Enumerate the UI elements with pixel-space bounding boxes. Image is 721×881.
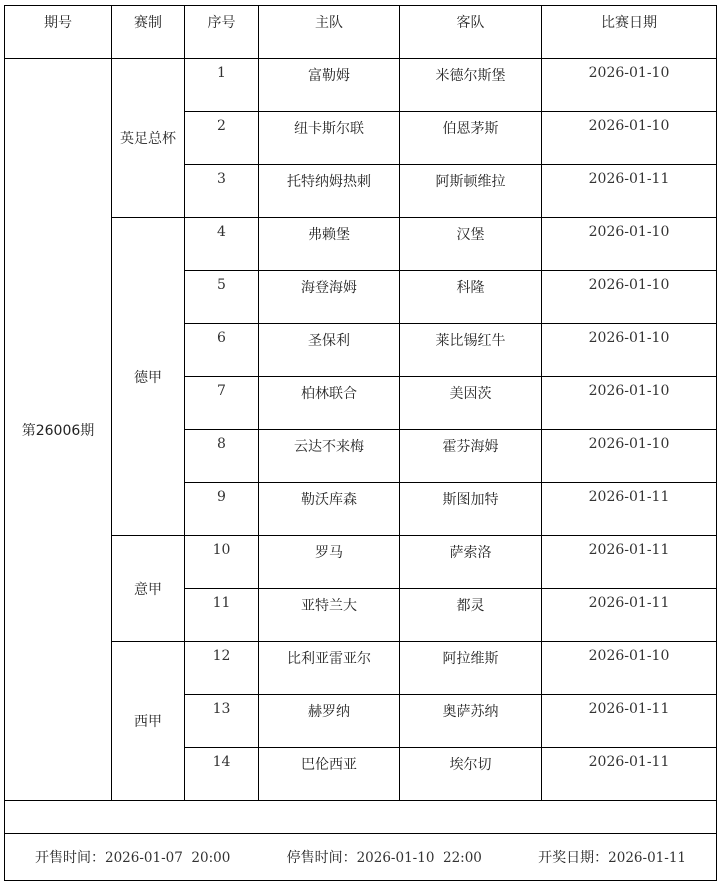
blank-cell <box>5 801 717 834</box>
match-date-cell: 2026-01-11 <box>542 695 717 748</box>
away-team-cell: 埃尔切 <box>400 748 542 801</box>
number-cell: 7 <box>185 377 259 430</box>
draw-date <box>538 847 686 867</box>
table-row <box>5 218 717 271</box>
home-team-cell: 勒沃库森 <box>259 483 400 536</box>
home-team-cell: 海登海姆 <box>259 271 400 324</box>
away-team-cell: 伯恩茅斯 <box>400 112 542 165</box>
number-cell: 1 <box>185 59 259 112</box>
blank-row <box>5 801 717 834</box>
home-team-cell: 比利亚雷亚尔 <box>259 642 400 695</box>
match-date-cell: 2026-01-11 <box>542 536 717 589</box>
footer-row <box>5 834 717 881</box>
away-team-cell: 汉堡 <box>400 218 542 271</box>
match-date-cell: 2026-01-10 <box>542 324 717 377</box>
sale-stop <box>287 847 482 867</box>
match-date-cell: 2026-01-10 <box>542 430 717 483</box>
competition-cell: 意甲 <box>112 536 185 642</box>
number-cell: 12 <box>185 642 259 695</box>
header-away: 客队 <box>400 6 542 59</box>
number-cell: 13 <box>185 695 259 748</box>
home-team-cell: 巴伦西亚 <box>259 748 400 801</box>
home-team-cell: 托特纳姆热刺 <box>259 165 400 218</box>
away-team-cell: 米德尔斯堡 <box>400 59 542 112</box>
number-cell: 4 <box>185 218 259 271</box>
away-team-cell: 都灵 <box>400 589 542 642</box>
away-team-cell: 阿斯顿维拉 <box>400 165 542 218</box>
match-date-cell: 2026-01-10 <box>542 112 717 165</box>
away-team-cell: 斯图加特 <box>400 483 542 536</box>
footer-cell <box>5 834 717 881</box>
draw-date-value: 2026-01-11 <box>608 850 686 866</box>
competition-cell: 德甲 <box>112 218 185 536</box>
competition-cell: 西甲 <box>112 642 185 801</box>
table-row <box>5 59 717 112</box>
match-date-cell: 2026-01-11 <box>542 483 717 536</box>
number-cell: 14 <box>185 748 259 801</box>
table-row <box>5 536 717 589</box>
number-cell: 10 <box>185 536 259 589</box>
home-team-cell: 柏林联合 <box>259 377 400 430</box>
match-date-cell: 2026-01-11 <box>542 165 717 218</box>
away-team-cell: 莱比锡红牛 <box>400 324 542 377</box>
sale-start-value: 2026-01-07 20:00 <box>105 850 231 866</box>
away-team-cell: 科隆 <box>400 271 542 324</box>
away-team-cell: 美因茨 <box>400 377 542 430</box>
number-cell: 5 <box>185 271 259 324</box>
sale-start <box>35 847 230 867</box>
match-date-cell: 2026-01-10 <box>542 271 717 324</box>
header-competition: 赛制 <box>112 6 185 59</box>
home-team-cell: 弗赖堡 <box>259 218 400 271</box>
match-schedule-table <box>4 5 717 881</box>
draw-date-label: 开奖日期： <box>538 850 609 866</box>
header-row <box>5 6 717 59</box>
home-team-cell: 赫罗纳 <box>259 695 400 748</box>
sale-stop-label: 停售时间： <box>286 850 357 866</box>
period-cell: 第26006期 <box>5 59 112 801</box>
away-team-cell: 奥萨苏纳 <box>400 695 542 748</box>
away-team-cell: 阿拉维斯 <box>400 642 542 695</box>
home-team-cell: 罗马 <box>259 536 400 589</box>
match-date-cell: 2026-01-10 <box>542 642 717 695</box>
home-team-cell: 纽卡斯尔联 <box>259 112 400 165</box>
match-date-cell: 2026-01-11 <box>542 748 717 801</box>
match-date-cell: 2026-01-10 <box>542 59 717 112</box>
away-team-cell: 霍芬海姆 <box>400 430 542 483</box>
header-period: 期号 <box>5 6 112 59</box>
number-cell: 9 <box>185 483 259 536</box>
home-team-cell: 亚特兰大 <box>259 589 400 642</box>
header-number: 序号 <box>185 6 259 59</box>
competition-cell: 英足总杯 <box>112 59 185 218</box>
number-cell: 11 <box>185 589 259 642</box>
number-cell: 8 <box>185 430 259 483</box>
home-team-cell: 云达不来梅 <box>259 430 400 483</box>
match-date-cell: 2026-01-10 <box>542 377 717 430</box>
number-cell: 6 <box>185 324 259 377</box>
match-date-cell: 2026-01-10 <box>542 218 717 271</box>
away-team-cell: 萨索洛 <box>400 536 542 589</box>
number-cell: 3 <box>185 165 259 218</box>
table-row <box>5 642 717 695</box>
sale-start-label: 开售时间： <box>35 850 105 866</box>
home-team-cell: 富勒姆 <box>259 59 400 112</box>
number-cell: 2 <box>185 112 259 165</box>
header-home: 主队 <box>259 6 400 59</box>
home-team-cell: 圣保利 <box>259 324 400 377</box>
sale-stop-value: 2026-01-10 22:00 <box>356 850 482 866</box>
match-date-cell: 2026-01-11 <box>542 589 717 642</box>
header-date: 比赛日期 <box>542 6 717 59</box>
